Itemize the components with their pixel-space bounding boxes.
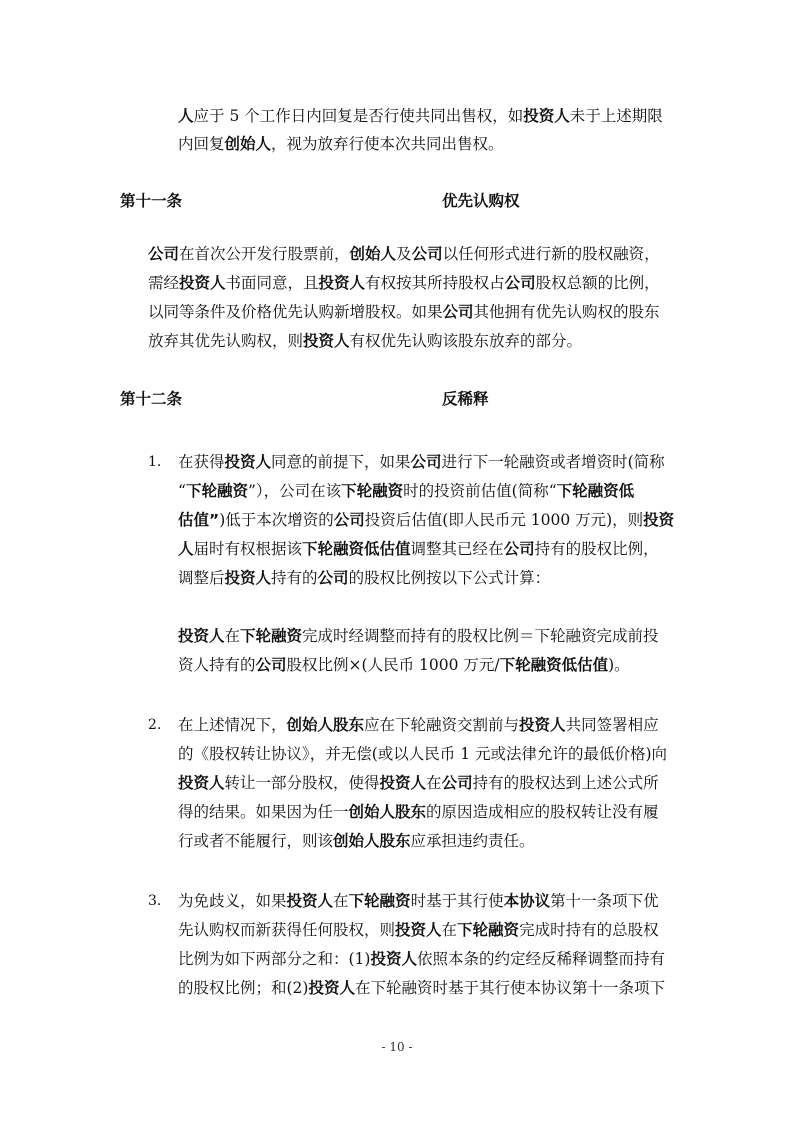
text-run: 放弃其优先认购权，则	[148, 332, 304, 350]
text-run: 调整后	[178, 569, 225, 587]
text-line	[178, 566, 550, 590]
text-run: 在	[224, 627, 241, 645]
text-run: 完成时经调整而持有的股权比例＝下轮融资完成前投	[302, 627, 659, 645]
text-run: 在	[333, 892, 349, 910]
text-run: 其他拥有优先认购权的股东	[473, 303, 660, 321]
text-run: 在首次公开发行股票前，	[179, 245, 350, 263]
text-line	[178, 132, 504, 156]
formula-line	[178, 624, 659, 648]
text-run: “	[178, 482, 186, 500]
text-line	[178, 742, 667, 766]
text-run: 调整其已经在	[410, 540, 504, 558]
bold-term: 公司	[333, 511, 365, 529]
text-run: 在上述情况下，	[178, 716, 287, 734]
text-line	[178, 889, 659, 913]
bold-term: 投资人	[395, 921, 442, 939]
article-11-title: 优先认购权	[442, 192, 520, 210]
text-run: 未于上述期限	[569, 107, 663, 125]
text-run: 完成时持有的总股权	[519, 921, 659, 939]
text-line	[148, 300, 660, 324]
bold-term: 创始人	[224, 135, 272, 153]
text-run: 书面同意，且	[225, 274, 319, 292]
bold-term: 投资人	[224, 569, 272, 587]
text-run: 的《股权转让协议》，并无偿(或以人民币 1 元或法律允许的最低价格)向	[178, 745, 668, 763]
text-line	[178, 947, 665, 971]
text-run: 应在下轮融资交割前与	[364, 716, 520, 734]
text-line	[148, 271, 660, 295]
text-run: 的股权比例按以下公式计算：	[348, 569, 551, 587]
article-11-number: 第十一条	[120, 192, 183, 210]
text-run: 比例为如下两部分之和：(1)	[178, 950, 371, 968]
text-line	[178, 104, 663, 128]
list-item-marker: 2.	[148, 717, 162, 733]
text-run: 第十一条项下优	[550, 892, 659, 910]
text-run: 及	[396, 245, 412, 263]
bold-term: 公司	[441, 774, 473, 792]
bold-term: 下轮融资	[185, 482, 248, 500]
bold-term: 公司	[410, 453, 442, 471]
bold-term: 投资人	[286, 892, 334, 910]
text-run: 在获得	[178, 453, 225, 471]
bold-term: 公司	[503, 540, 535, 558]
text-run: 得的结果。如果因为任一	[178, 803, 349, 821]
text-run: 持有的	[271, 569, 318, 587]
bold-term: 下轮融资低估值	[302, 540, 411, 558]
article-12-title: 反稀释	[442, 390, 489, 408]
bold-term: 本协议	[503, 892, 551, 910]
text-line	[178, 479, 634, 503]
text-run: 在	[426, 774, 442, 792]
bold-term: 投资人	[178, 774, 225, 792]
bold-term: 投资人	[308, 979, 355, 997]
text-run: 应于 5 个工作日内回复是否行使共同出售权，如	[193, 107, 524, 125]
bold-term: 公司	[148, 245, 180, 263]
bold-term: 公司	[504, 274, 536, 292]
text-run: 的股权比例；和(2)	[178, 979, 309, 997]
text-run: 在下轮融资时基于其行使本协议第十一条项下	[354, 979, 665, 997]
bold-term: 下轮融资低估值	[499, 656, 609, 674]
text-line	[178, 771, 659, 795]
bold-term: 公司	[411, 245, 443, 263]
text-run: 在	[441, 921, 458, 939]
text-run: 进行下一轮融资或者增资时(简称	[441, 453, 665, 471]
bold-term: 投资人	[370, 950, 417, 968]
bold-term: 人	[178, 540, 194, 558]
text-run: 持有的股权比例，	[534, 540, 659, 558]
bold-term: 下轮融资低	[556, 482, 635, 500]
text-line	[178, 829, 535, 853]
formula-line	[178, 653, 630, 677]
bold-term: 下轮融资	[341, 482, 404, 500]
text-run: )。	[608, 656, 630, 674]
list-item-marker: 3.	[148, 893, 162, 909]
text-run: 共同签署相应	[565, 716, 659, 734]
bold-term: 创始人	[349, 245, 397, 263]
text-line	[178, 918, 659, 942]
bold-term: 投资人	[379, 774, 427, 792]
bold-term: 下轮融资	[240, 627, 303, 645]
bold-term: 公司	[317, 569, 349, 587]
bold-term: 投资人	[318, 274, 366, 292]
text-run: 依照本条的约定经反稀释调整而持有	[416, 950, 665, 968]
text-run: 持有的股权达到上述公式所	[472, 774, 659, 792]
text-run: 投资后估值(即人民币元 1000 万元)，则	[364, 511, 644, 529]
text-run: 先认购权而新获得任何股权，则	[178, 921, 396, 939]
bold-term: 创始人股东	[348, 803, 427, 821]
text-run: 转让一部分股权，使得	[224, 774, 380, 792]
text-run: 有权优先认购该股东放弃的部分。	[349, 332, 583, 350]
article-12-number: 第十二条	[120, 390, 183, 408]
text-line	[178, 508, 674, 532]
text-line	[178, 537, 659, 561]
text-run: )低于本次增资的	[219, 511, 334, 529]
bold-term: 估值”	[178, 511, 220, 529]
text-run: 以同等条件及价格优先认购新增股权。如果	[148, 303, 443, 321]
text-run: 的原因造成相应的股权转让没有履	[426, 803, 659, 821]
bold-term: 下轮融资	[457, 921, 520, 939]
bold-term: 投资人	[303, 332, 350, 350]
text-run: 时的投资前估值(简称“	[403, 482, 557, 500]
text-line	[148, 242, 660, 266]
bold-term: 创始人股东	[286, 716, 365, 734]
text-run: 行或者不能履行，则该	[178, 832, 334, 850]
text-run: 以任何形式进行新的股权融资，	[442, 245, 660, 263]
text-run: ，视为放弃行使本次共同出售权。	[271, 135, 504, 153]
text-run: 应承担违约责任。	[410, 832, 535, 850]
text-run: 内回复	[178, 135, 225, 153]
bold-term: 人	[178, 107, 194, 125]
text-run: 同意的前提下，如果	[271, 453, 411, 471]
bold-term: 投资人	[519, 716, 566, 734]
text-line	[178, 976, 665, 1000]
text-run: 需经	[148, 274, 180, 292]
text-line	[178, 800, 659, 824]
page-number: - 10 -	[381, 1040, 413, 1054]
bold-term: 投资人	[179, 274, 226, 292]
text-run: 为免歧义，如果	[178, 892, 287, 910]
list-item-marker: 1.	[148, 454, 162, 470]
bold-term: 公司	[442, 303, 474, 321]
bold-term: 投资人	[178, 627, 225, 645]
text-run: 时基于其行使	[410, 892, 504, 910]
text-line	[148, 329, 582, 353]
text-run: 股权比例×(人民币 1000 万元/	[286, 656, 500, 674]
text-run: 届时有权根据该	[193, 540, 303, 558]
text-run: 股权总额的比例，	[535, 274, 660, 292]
text-run: 资人持有的	[178, 656, 256, 674]
text-run: ”），公司在该	[247, 482, 342, 500]
text-line	[178, 450, 665, 474]
text-run: 有权按其所持股权占	[365, 274, 505, 292]
bold-term: 投资	[643, 511, 675, 529]
bold-term: 投资人	[523, 107, 570, 125]
bold-term: 创始人股东	[333, 832, 411, 850]
text-line	[178, 713, 659, 737]
bold-term: 下轮融资	[348, 892, 411, 910]
bold-term: 公司	[255, 656, 287, 674]
bold-term: 投资人	[224, 453, 272, 471]
